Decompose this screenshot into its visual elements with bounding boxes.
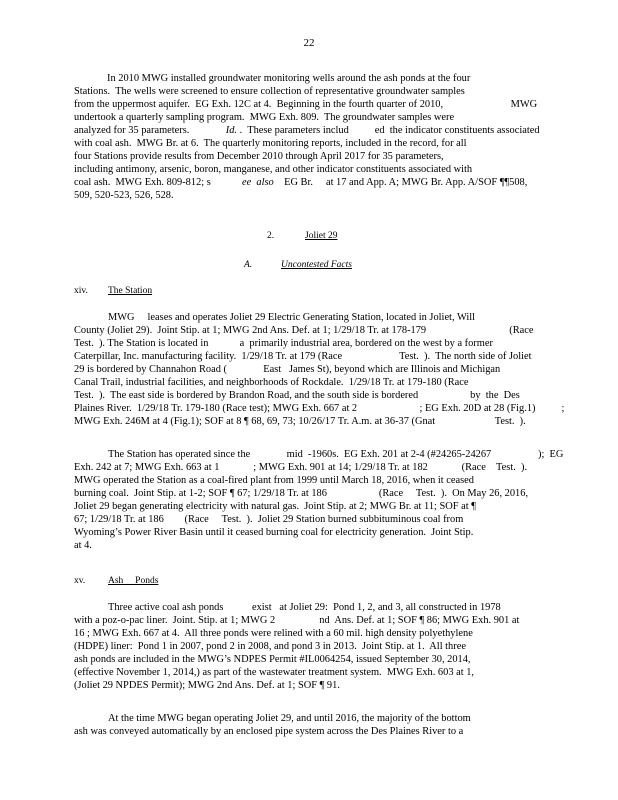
p1-line-9 bbox=[74, 177, 527, 189]
p2-line-9: MWG Exh. 246M at 4 (Fig.1); SOF at 8 ¶ 68, 69, 73; 10/26/17 Tr. A.m. at 36-37 (Gnat Test. ). bbox=[74, 416, 526, 427]
p1-line-5-start: analyzed for 35 parameters. bbox=[74, 125, 226, 136]
page-number: 22 bbox=[303, 37, 315, 49]
p2-line-8: Plaines River. 1/29/18 Tr. 179-180 (Race test); MWG Exh. 667 at 2 ; EG Exh. 20D at 28 (Fig.1) ; bbox=[74, 403, 565, 414]
p4-line-1: Three active coal ash ponds exist at Joliet 29: Pond 1, 2, and 3, all constructed in 1978 bbox=[108, 602, 501, 613]
p3-line-1: The Station has operated since the mid -1960s. EG Exh. 201 at 2-4 (#24265-24267 ); EG bbox=[108, 449, 564, 460]
p1-line-9-start: coal ash. MWG Exh. 809-812; s bbox=[74, 177, 211, 188]
p2-line-2: County (Joliet 29). Joint Stip. at 1; MWG 2nd Ans. Def. at 1; 1/29/18 Tr. at 178-179 (Race bbox=[74, 325, 534, 336]
p2-line-7: Test. ). The east side is bordered by Brandon Road, and the south side is bordered by the Des bbox=[74, 390, 520, 401]
p1-line-7: four Stations provide results from December 2010 through April 2017 for 35 parameters, bbox=[74, 151, 444, 162]
see-also-citation: ee also bbox=[241, 177, 274, 188]
heading-xiv-number: xiv. bbox=[74, 286, 88, 296]
p2-line-4: Caterpillar, Inc. manufacturing facility. 1/29/18 Tr. at 179 (Race Test. ). The north side of Joliet bbox=[74, 351, 532, 362]
p1-line-9-rest: EG Br. at 17 and App. A; MWG Br. App. A/SOF ¶¶508, bbox=[273, 177, 528, 188]
p4-line-4: (HDPE) liner: Pond 1 in 2007, pond 2 in 2008, and pond 3 in 2013. Joint Stip. at 1. All three bbox=[74, 641, 466, 652]
section-title: Joliet 29 bbox=[305, 231, 338, 241]
p4-line-3: 16 ; MWG Exh. 667 at 4. All three ponds were relined with a 60 mil. high density polyethylene bbox=[74, 628, 473, 639]
heading-xiv-title: The Station bbox=[108, 286, 153, 296]
p3-line-5: Joliet 29 began generating electricity with natural gas. Joint Stip. at 2; MWG Br. at 11; SOF at ¶ bbox=[74, 501, 476, 512]
p1-line-8: including antimony, arsenic, boron, manganese, and other indicator constituents associated with bbox=[74, 164, 473, 175]
heading-xv-number: xv. bbox=[74, 576, 86, 586]
p1-line-10: 509, 520-523, 526, 528. bbox=[74, 190, 174, 201]
subsection-title: Uncontested Facts bbox=[281, 260, 352, 270]
section-number: 2. bbox=[267, 231, 275, 241]
p3-line-7: Wyoming’s Power River Basin until it ceased burning coal for electricity generation. Joint Stip. bbox=[74, 527, 474, 538]
p3-line-8: at 4. bbox=[74, 540, 92, 551]
p1-line-3: from the uppermost aquifer. EG Exh. 12C at 4. Beginning in the fourth quarter of 2010, MWG bbox=[74, 99, 538, 110]
p1-line-1: In 2010 MWG installed groundwater monitoring wells around the ash ponds at the four bbox=[107, 73, 471, 84]
p2-line-3: Test. ). The Station is located in a primarily industrial area, bordered on the west by a former bbox=[74, 338, 493, 349]
p3-line-3: MWG operated the Station as a coal-fired plant from 1999 until March 18, 2016, when it ceased bbox=[74, 475, 474, 486]
p1-line-5-rest: . These parameters includ ed the indicator constituents associated bbox=[237, 125, 540, 136]
p3-line-2: Exh. 242 at 7; MWG Exh. 663 at 1 ; MWG Exh. 901 at 14; 1/29/18 Tr. at 182 (Race Test. ). bbox=[74, 462, 528, 473]
p4-line-5: ash ponds are included in the MWG’s NDPES Permit #IL0064254, issued September 30, 2014, bbox=[74, 654, 471, 665]
p1-line-4: undertook a quarterly sampling program. MWG Exh. 809. The groundwater samples were bbox=[74, 112, 455, 123]
p2-line-6: Canal Trail, industrial facilities, and neighborhoods of Rockdale. 1/29/18 Tr. at 179-180 (Race bbox=[74, 377, 469, 388]
p5-line-1: At the time MWG began operating Joliet 29, and until 2016, the majority of the bottom bbox=[108, 713, 471, 724]
heading-xv-title: Ash Ponds bbox=[108, 576, 159, 586]
p4-line-7: (Joliet 29 NPDES Permit); MWG 2nd Ans. Def. at 1; SOF ¶ 91. bbox=[74, 680, 340, 691]
p1-line-2: Stations. The wells were screened to ensure collection of representative groundwater samples bbox=[74, 86, 465, 97]
p3-line-4: burning coal. Joint Stip. at 1-2; SOF ¶ 67; 1/29/18 Tr. at 186 (Race Test. ). On May 26, 2016, bbox=[74, 488, 529, 499]
p2-line-1: MWG leases and operates Joliet 29 Electric Generating Station, located in Joliet, Will bbox=[108, 312, 475, 323]
p2-line-5: 29 is bordered by Channahon Road ( East James St), beyond which are Illinois and Michigan bbox=[74, 364, 501, 375]
p1-line-6: with coal ash. MWG Br. at 6. The quarterly monitoring reports, included in the record, for all bbox=[74, 138, 467, 149]
p4-line-6: (effective November 1, 2014,) as part of the wastewater treatment system. MWG Exh. 603 at 1, bbox=[74, 667, 475, 678]
p1-line-5 bbox=[74, 125, 540, 137]
p3-line-6: 67; 1/29/18 Tr. at 186 (Race Test. ). Joliet 29 Station burned subbituminous coal from bbox=[74, 514, 464, 525]
p5-line-2: ash was conveyed automatically by an enclosed pipe system across the Des Plaines River to a bbox=[74, 726, 464, 737]
id-citation: Id. bbox=[225, 125, 238, 136]
p4-line-2: with a poz-o-pac liner. Joint. Stip. at 1; MWG 2 nd Ans. Def. at 1; SOF ¶ 86; MWG Exh. 901 at bbox=[74, 615, 520, 626]
subsection-letter: A. bbox=[244, 260, 253, 270]
